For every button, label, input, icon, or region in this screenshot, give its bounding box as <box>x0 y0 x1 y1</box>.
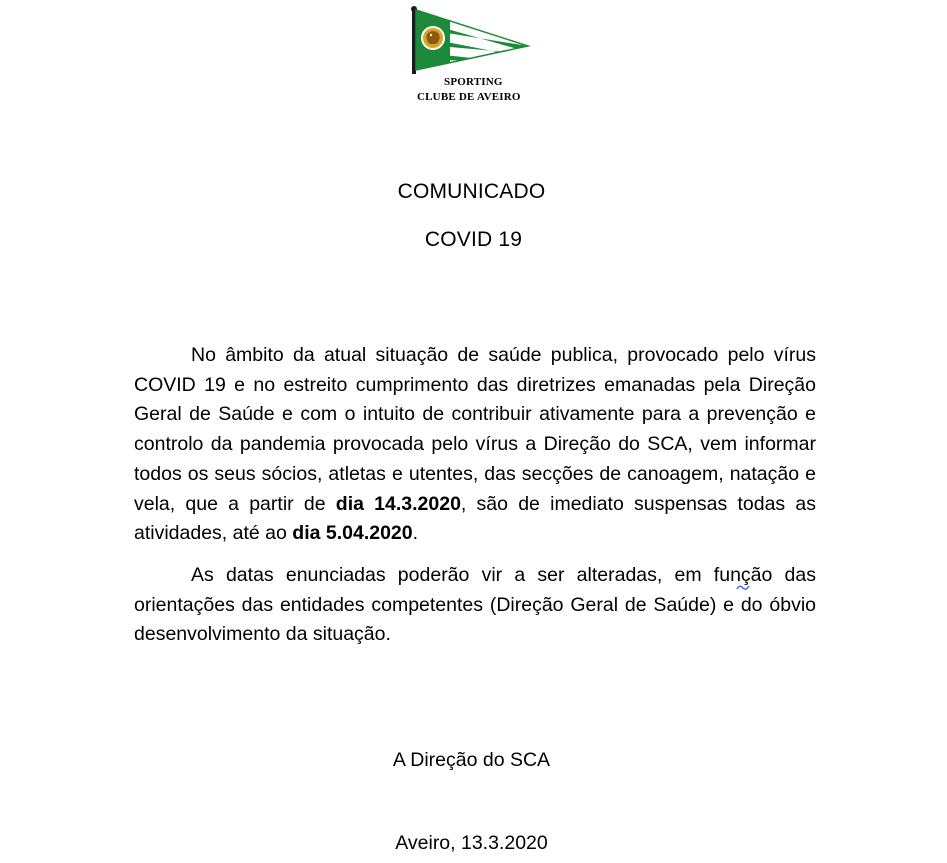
logo-text-line1: SPORTING <box>444 76 503 88</box>
signature-organization: A Direção do SCA <box>392 749 551 771</box>
document-title: COMUNICADO <box>397 180 546 203</box>
document-subtitle: COVID 19 <box>424 228 523 251</box>
start-date: dia 14.3.2020 <box>335 492 461 515</box>
paragraph-text: , são de imediato suspensas todas as atividades, até ao <box>134 492 816 545</box>
paragraph-text: As datas enunciadas poderão vir a ser alteradas, em função das orientações das entidades competentes (Direção Geral de Saúde) e do óbvio desenvolvimento da situação. <box>134 564 816 646</box>
paragraph-text: No âmbito da atual situação de saúde publica, provocado pelo vírus COVID 19 e no estreito cumprimento das diretrizes emanadas pela Direção Geral de Saúde e com o intuito de contribuir ativamente para a prevenção e controlo da pandemia provocada pelo vírus a Direção do SCA, vem informar todos os seus sócios, atletas e utentes, das secções de canoagem, natação e vela, que a partir de <box>134 344 816 515</box>
end-date: dia 5.04.2020 <box>292 522 413 545</box>
signature-place-date: Aveiro, 13.3.2020 <box>395 832 548 854</box>
flag-emblem-icon <box>408 6 538 78</box>
paragraph-announcement <box>134 341 816 549</box>
logo-text-line2: CLUBE DE AVEIRO <box>417 91 521 103</box>
spellcheck-mark-icon <box>736 583 750 591</box>
paragraph-notice <box>134 561 816 650</box>
club-logo <box>408 6 538 106</box>
paragraph-text: . <box>412 522 419 545</box>
